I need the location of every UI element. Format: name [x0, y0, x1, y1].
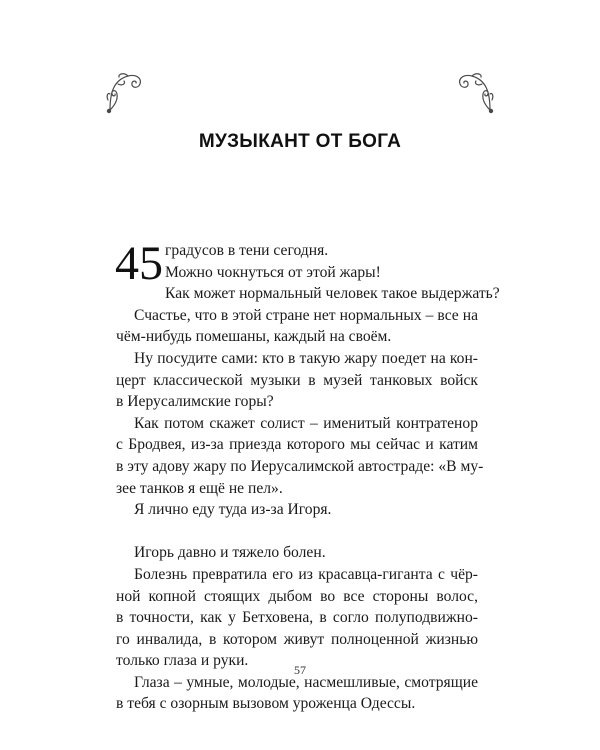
chapter-title: МУЗЫКАНТ ОТ БОГА: [198, 131, 402, 152]
opening-paragraph: [115, 237, 478, 290]
text-line: Счастье, что в этой стране нет нормальных – все на: [134, 306, 478, 324]
text-line: Ну посудите сами: кто в такую жару поедет на кон-: [134, 349, 478, 367]
drop-cap-number: 45: [115, 237, 163, 290]
page-number: 57: [294, 663, 306, 677]
scroll-ornament-right-icon: [452, 70, 496, 114]
text-line: Можно чокнуться от этой жары!: [165, 263, 381, 281]
paragraph-gap: [116, 521, 478, 543]
text-line: в Иерусалимские горы?: [116, 393, 274, 411]
scroll-ornament-left-icon: [104, 70, 148, 114]
text-line: Игорь давно и тяжело болен.: [134, 544, 326, 562]
text-line: Как может нормальный человек такое выдержать?: [165, 285, 500, 303]
text-line: го инвалида, в котором живут полноценной жизнью: [116, 630, 478, 648]
text-line: в тебя с озорным вызовом уроженца Одессы.: [116, 695, 416, 713]
text-line: Глаза – умные, молодые, насмешливые, смотрящие: [134, 673, 478, 691]
text-line: ной копной стоящих дыбом во все стороны волос,: [116, 587, 478, 605]
text-line: зее танков я ещё не пел».: [116, 479, 283, 497]
text-line: Как потом скажет солист – именитый контратенор: [134, 414, 478, 432]
text-line: градусов в тени сегодня.: [165, 242, 329, 259]
text-line: с Бродвея, из-за приезда которого мы сейчас и катим: [116, 436, 478, 454]
text-line: в эту адову жару по Иерусалимской автостраде: «В му-: [116, 457, 484, 475]
text-line: церт классической музыки в музей танковых войск: [116, 371, 478, 389]
text-line: в точности, как у Бетховена, в согло полуподвижно-: [116, 609, 478, 627]
text-line: Я лично еду туда из-за Игоря.: [134, 501, 332, 519]
text-line: чём-нибудь помешаны, каждый на своём.: [116, 328, 392, 346]
chapter-body: [115, 237, 500, 715]
text-line: Болезнь превратила его из красавца-гиганта с чёр-: [134, 565, 478, 583]
text-line: только глаза и руки.: [116, 652, 249, 670]
